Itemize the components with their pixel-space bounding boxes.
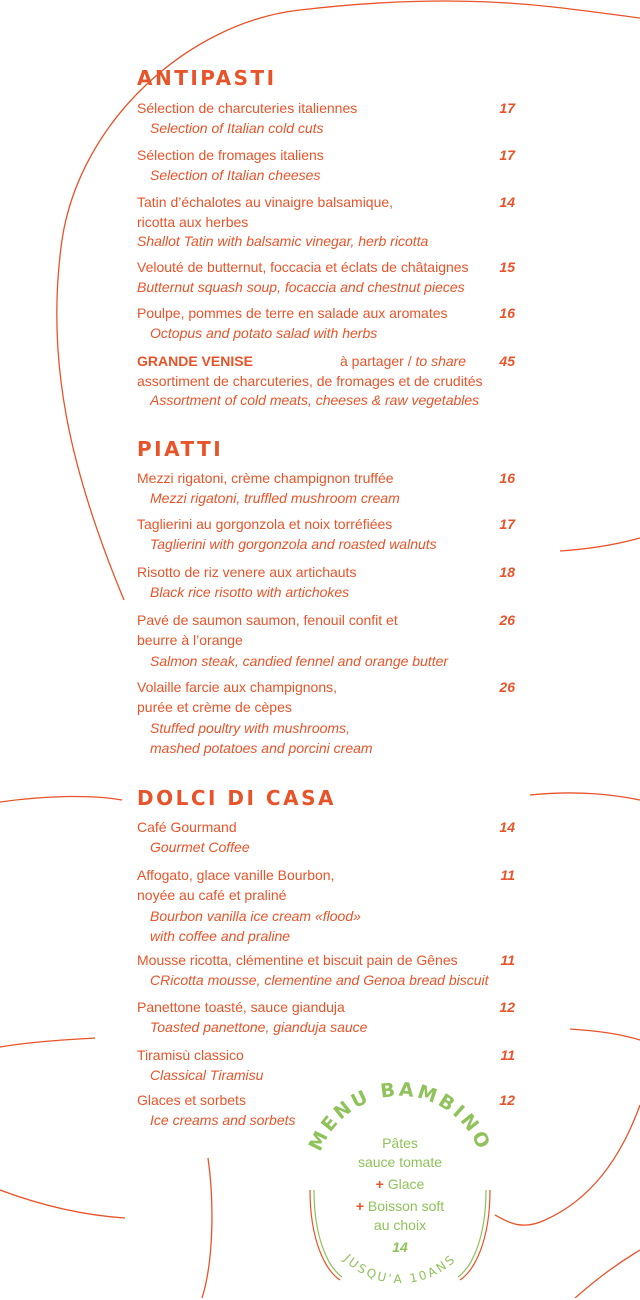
item-name-fr: Risotto de riz venere aux artichauts [137, 564, 357, 580]
bambino-boisson: Boisson soft [367, 1198, 445, 1214]
menu-item [137, 193, 517, 252]
menu-item [137, 258, 517, 297]
section-title-piatti: PIATTI [137, 437, 224, 461]
item-price: 14 [499, 819, 515, 835]
section-title-antipasti: ANTIPASTI [137, 66, 277, 90]
item-price: 16 [499, 305, 515, 321]
menu-item [137, 866, 517, 946]
item-price: 17 [499, 516, 515, 532]
item-name-fr: Tiramisù classico [137, 1047, 244, 1063]
menu-item [137, 611, 517, 672]
item-name-fr-cont: noyée au café et praliné [137, 886, 287, 903]
item-price: 26 [499, 679, 515, 695]
item-name-fr-cont: beurre à l’orange [137, 631, 243, 648]
item-name-fr: Taglierini au gorgonzola et noix torréfiées [137, 516, 393, 532]
menu-item [137, 469, 517, 508]
item-name-en: Toasted panettone, gianduja sauce [150, 1018, 368, 1035]
item-price: 11 [500, 952, 515, 968]
item-name-fr: Tatin d’échalotes au vinaigre balsamique, [137, 194, 394, 210]
item-name-fr: Poulpe, pommes de terre en salade aux aromates [137, 305, 448, 321]
item-name-en: CRicotta mousse, clementine and Genoa bread biscuit [150, 971, 489, 988]
item-price: 11 [500, 867, 515, 883]
bambino-line-sauce: sauce tomate [357, 1154, 443, 1170]
menu-item [137, 563, 517, 602]
item-name-en: Octopus and potato salad with herbs [150, 324, 378, 341]
share-note [340, 352, 466, 372]
bambino-line-glace [300, 1175, 500, 1194]
item-name-en: Taglierini with gorgonzola and roasted walnuts [150, 535, 437, 552]
bambino-glace: Glace [387, 1176, 425, 1192]
item-name-fr: Sélection de fromages italiens [137, 147, 324, 163]
item-name-en: Selection of Italian cheeses [150, 166, 321, 183]
bambino-price: 14 [392, 1239, 408, 1255]
menu-item [137, 818, 517, 857]
item-name-en-cont: mashed potatoes and porcini cream [150, 739, 373, 756]
item-name-en: Selection of Italian cold cuts [150, 119, 324, 136]
bambino-line-boisson [300, 1197, 500, 1216]
item-price: 12 [499, 999, 515, 1015]
item-name-en: Shallot Tatin with balsamic vinegar, herb ricotta [137, 233, 429, 249]
item-name-fr: Affogato, glace vanille Bourbon, [137, 867, 335, 883]
share-note-fr: à partager / [340, 353, 416, 369]
menu-item-grande-venise [137, 352, 517, 411]
menu-item [137, 146, 517, 185]
item-price: 26 [499, 612, 515, 628]
item-name-en: Salmon steak, candied fennel and orange butter [150, 653, 449, 669]
plus-icon: + [375, 1176, 384, 1192]
plus-icon: + [355, 1198, 365, 1214]
menu-item [137, 99, 517, 138]
section-title-dolci: DOLCI DI CASA [137, 786, 336, 810]
item-name-fr-cont: purée et crème de cèpes [137, 698, 292, 715]
item-price: 11 [500, 1047, 515, 1063]
item-price: 17 [499, 100, 515, 116]
menu-item [137, 515, 517, 554]
item-name-en: Classical Tiramisu [150, 1066, 264, 1083]
item-price: 14 [499, 194, 515, 210]
item-name-fr-cont: ricotta aux herbes [137, 213, 249, 230]
bambino-line-pates: Pâtes [382, 1135, 418, 1151]
item-name-fr: Glaces et sorbets [137, 1092, 246, 1108]
item-name-en: Bourbon vanilla ice cream «flood» [150, 908, 361, 924]
item-name-fr: Mousse ricotta, clémentine et biscuit pain de Gênes [137, 952, 458, 968]
item-name-fr: Café Gourmand [137, 819, 237, 835]
item-price: 12 [499, 1092, 515, 1108]
item-name-en: Ice creams and sorbets [150, 1111, 296, 1128]
item-name-en-cont: with coffee and praline [150, 927, 291, 944]
menu-item [137, 998, 517, 1037]
item-name-fr: Pavé de saumon saumon, fenouil confit et [137, 612, 398, 628]
bambino-subtitle: JUSQU'A 10ANS [341, 1251, 459, 1287]
item-name-fr: Velouté de butternut, foccacia et éclats de châtaignes [137, 259, 469, 275]
item-name-en: Assortment of cold meats, cheeses & raw vegetables [150, 392, 480, 408]
item-name-en: Mezzi rigatoni, truffled mushroom cream [150, 489, 400, 506]
item-name-fr: Sélection de charcuteries italiennes [137, 100, 358, 116]
menu-item [137, 678, 517, 758]
item-name-fr: Mezzi rigatoni, crème champignon truffée [137, 470, 394, 486]
item-price: 15 [499, 259, 515, 275]
menu-item [137, 304, 517, 343]
item-desc-fr: assortiment de charcuteries, de fromages et de crudités [137, 372, 483, 389]
item-price: 16 [499, 470, 515, 486]
item-price: 17 [499, 147, 515, 163]
share-note-en: to share [415, 353, 467, 369]
item-name-en: Black rice risotto with artichokes [150, 583, 350, 600]
item-name-en: Gourmet Coffee [150, 838, 250, 855]
item-name-fr: Volaille farcie aux champignons, [137, 679, 338, 695]
item-name-en: Stuffed poultry with mushrooms, [150, 720, 350, 736]
bambino-title: MENU BAMBINO [304, 1078, 496, 1155]
item-name-fr: Panettone toasté, sauce gianduja [137, 999, 345, 1015]
item-name-en: Butternut squash soup, focaccia and chestnut pieces [137, 278, 465, 295]
item-name-fr: GRANDE VENISE [137, 353, 253, 369]
menu-item [137, 951, 517, 990]
item-price: 45 [499, 353, 515, 369]
item-price: 18 [499, 564, 515, 580]
bambino-line-choix: au choix [373, 1217, 427, 1233]
